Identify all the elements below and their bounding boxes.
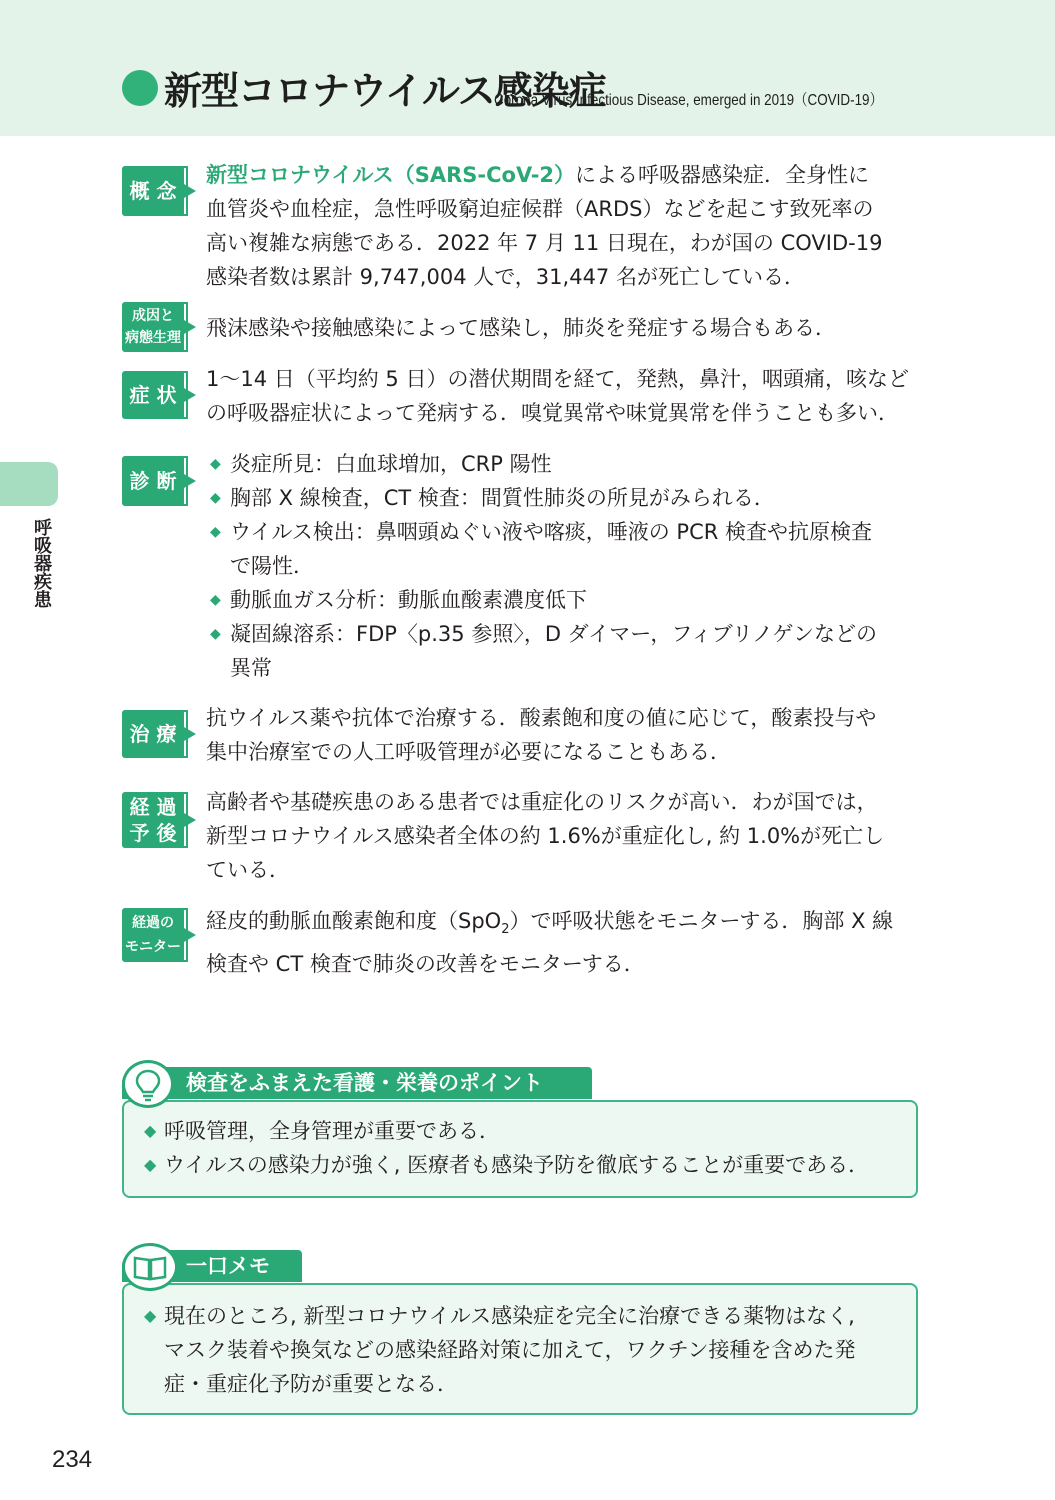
memo-text xyxy=(124,1285,916,1401)
memo-line-1: 現在のところ, 新型コロナウイルス感染症を完全に治療できる薬物はなく, xyxy=(164,1304,855,1328)
page-number: 234 xyxy=(52,1446,93,1473)
list-item-text: で陽性． xyxy=(230,554,314,578)
section-text-symptoms xyxy=(206,362,916,430)
list-item-text: ウイルスの感染力が強く, 医療者も感染予防を徹底することが重要である． xyxy=(164,1153,870,1177)
list-item-text: 炎症所見：白血球増加，CRP 陽性 xyxy=(230,452,552,476)
monitoring-line-2: 検査や CT 検査で肺炎の改善をモニターする． xyxy=(206,952,645,977)
section-label-text: 診 断 xyxy=(129,469,177,493)
list-item xyxy=(210,617,920,685)
monitoring-line-1 xyxy=(206,904,916,947)
section-text-cause: 飛沫感染や接触感染によって感染し，肺炎を発症する場合もある． xyxy=(206,316,836,340)
concept-line-1-rest: による呼吸器感染症．全身性に xyxy=(575,163,870,187)
section-text-prognosis xyxy=(206,785,916,887)
diamond-bullet-icon: ◆ xyxy=(144,1121,157,1140)
section-label-treatment xyxy=(122,710,184,758)
concept-line-2: 血管炎や血栓症，急性呼吸窮迫症候群（ARDS）などを起こす致死率の xyxy=(206,197,874,221)
list-item-text: 凝固線溶系：FDP〈p.35 参照〉，D ダイマー，フィブリノゲンなどの xyxy=(230,622,877,646)
section-label-diagnosis xyxy=(122,456,184,506)
memo-box xyxy=(122,1283,918,1415)
monitoring-line-1-post: ）で呼吸状態をモニターする．胸部 X 線 xyxy=(509,909,894,933)
section-text-treatment xyxy=(206,701,916,769)
section-label-text: 経過の xyxy=(132,915,174,931)
section-label-concept xyxy=(122,166,184,216)
prognosis-line-3: ている． xyxy=(206,858,290,882)
prognosis-line-2: 新型コロナウイルス感染者全体の約 1.6%が重症化し, 約 1.0%が死亡し xyxy=(206,824,885,848)
diamond-bullet-icon: ◆ xyxy=(144,1155,157,1174)
section-label-text: 予 後 xyxy=(129,821,177,845)
section-label-prognosis xyxy=(122,792,184,848)
diamond-bullet-icon: ◆ xyxy=(210,626,221,642)
nursing-point-list xyxy=(124,1102,916,1182)
nursing-point-box xyxy=(122,1100,918,1198)
memo-line-2: マスク装着や換気などの感染経路対策に加えて，ワクチン接種を含めた発 xyxy=(164,1338,856,1362)
lightbulb-icon xyxy=(122,1060,174,1108)
list-item-text: ウイルス検出：鼻咽頭ぬぐい液や喀痰，唾液の PCR 検査や抗原検査 xyxy=(230,520,873,544)
label-frame xyxy=(180,908,188,962)
monitoring-line-1-pre: 経皮的動脈血酸素飽和度（SpO xyxy=(206,909,502,933)
list-item-text: 胸部 X 線検査，CT 検査：間質性肺炎の所見がみられる． xyxy=(230,486,775,510)
chapter-tab xyxy=(0,462,58,506)
section-label-cause xyxy=(122,302,184,352)
nursing-point-title: 検査をふまえた看護・栄養のポイント xyxy=(122,1067,592,1099)
section-label-text: 概 念 xyxy=(129,179,177,203)
list-item-text: 動脈血ガス分析：動脈血酸素濃度低下 xyxy=(230,588,587,612)
list-item xyxy=(144,1148,916,1182)
treatment-line-2: 集中治療室での人工呼吸管理が必要になることもある． xyxy=(206,740,731,764)
diamond-bullet-icon: ◆ xyxy=(210,524,221,540)
list-item xyxy=(144,1299,916,1333)
list-item-text: 異常 xyxy=(230,656,272,680)
list-item xyxy=(210,481,920,515)
section-label-symptoms xyxy=(122,371,184,419)
section-text-concept xyxy=(206,158,916,294)
label-frame xyxy=(180,166,188,216)
diamond-bullet-icon: ◆ xyxy=(210,490,221,506)
section-label-text: 経 過 xyxy=(129,795,177,819)
section-label-text: 病態生理 xyxy=(125,330,181,346)
concept-line-1 xyxy=(206,158,916,192)
chapter-label: 呼吸器疾患 xyxy=(31,518,52,608)
title-bullet-icon xyxy=(122,70,158,106)
diamond-bullet-icon: ◆ xyxy=(144,1306,157,1325)
label-frame xyxy=(180,456,188,506)
list-item xyxy=(210,583,920,617)
section-label-text: モニター xyxy=(125,939,181,955)
label-frame xyxy=(180,302,188,352)
prognosis-line-1: 高齢者や基礎疾患のある患者では重症化のリスクが高い．わが国では， xyxy=(206,790,878,814)
list-item xyxy=(210,515,920,583)
section-label-text: 成因と xyxy=(132,308,174,324)
symptoms-line-1: 1〜14 日（平均約 5 日）の潜伏期間を経て，発熱，鼻汁，咽頭痛，咳など xyxy=(206,367,910,391)
list-item xyxy=(144,1114,916,1148)
memo-title: 一口メモ xyxy=(122,1250,302,1282)
section-text-monitoring xyxy=(206,904,916,981)
list-item-text: 呼吸管理，全身管理が重要である． xyxy=(164,1119,500,1143)
diagnosis-list xyxy=(210,447,920,685)
diamond-bullet-icon: ◆ xyxy=(210,592,221,608)
monitoring-subscript: 2 xyxy=(501,922,510,938)
label-frame xyxy=(180,371,188,419)
symptoms-line-2: の呼吸器症状によって発病する．嗅覚異常や味覚異常を伴うことも多い． xyxy=(206,401,899,425)
section-label-monitoring xyxy=(122,908,184,962)
section-label-text: 症 状 xyxy=(129,383,177,407)
page-subtitle: Corona Virus Infectious Disease, emerged in 2019（COVID-19） xyxy=(494,92,883,109)
concept-highlight: 新型コロナウイルス（SARS-CoV-2） xyxy=(206,163,576,187)
book-icon xyxy=(122,1243,178,1291)
page-title: 新型コロナウイルス感染症 xyxy=(164,69,606,113)
list-item xyxy=(210,447,920,481)
label-frame xyxy=(180,792,188,848)
section-label-text: 治 療 xyxy=(129,722,177,746)
treatment-line-1: 抗ウイルス薬や抗体で治療する．酸素飽和度の値に応じて，酸素投与や xyxy=(206,706,877,730)
label-frame xyxy=(180,710,188,758)
concept-line-4: 感染者数は累計 9,747,004 人で，31,447 名が死亡している． xyxy=(206,265,805,289)
memo-line-3: 症・重症化予防が重要となる． xyxy=(164,1372,458,1396)
diamond-bullet-icon: ◆ xyxy=(210,456,221,472)
concept-line-3: 高い複雑な病態である．2022 年 7 月 11 日現在，わが国の COVID-19 xyxy=(206,231,883,255)
